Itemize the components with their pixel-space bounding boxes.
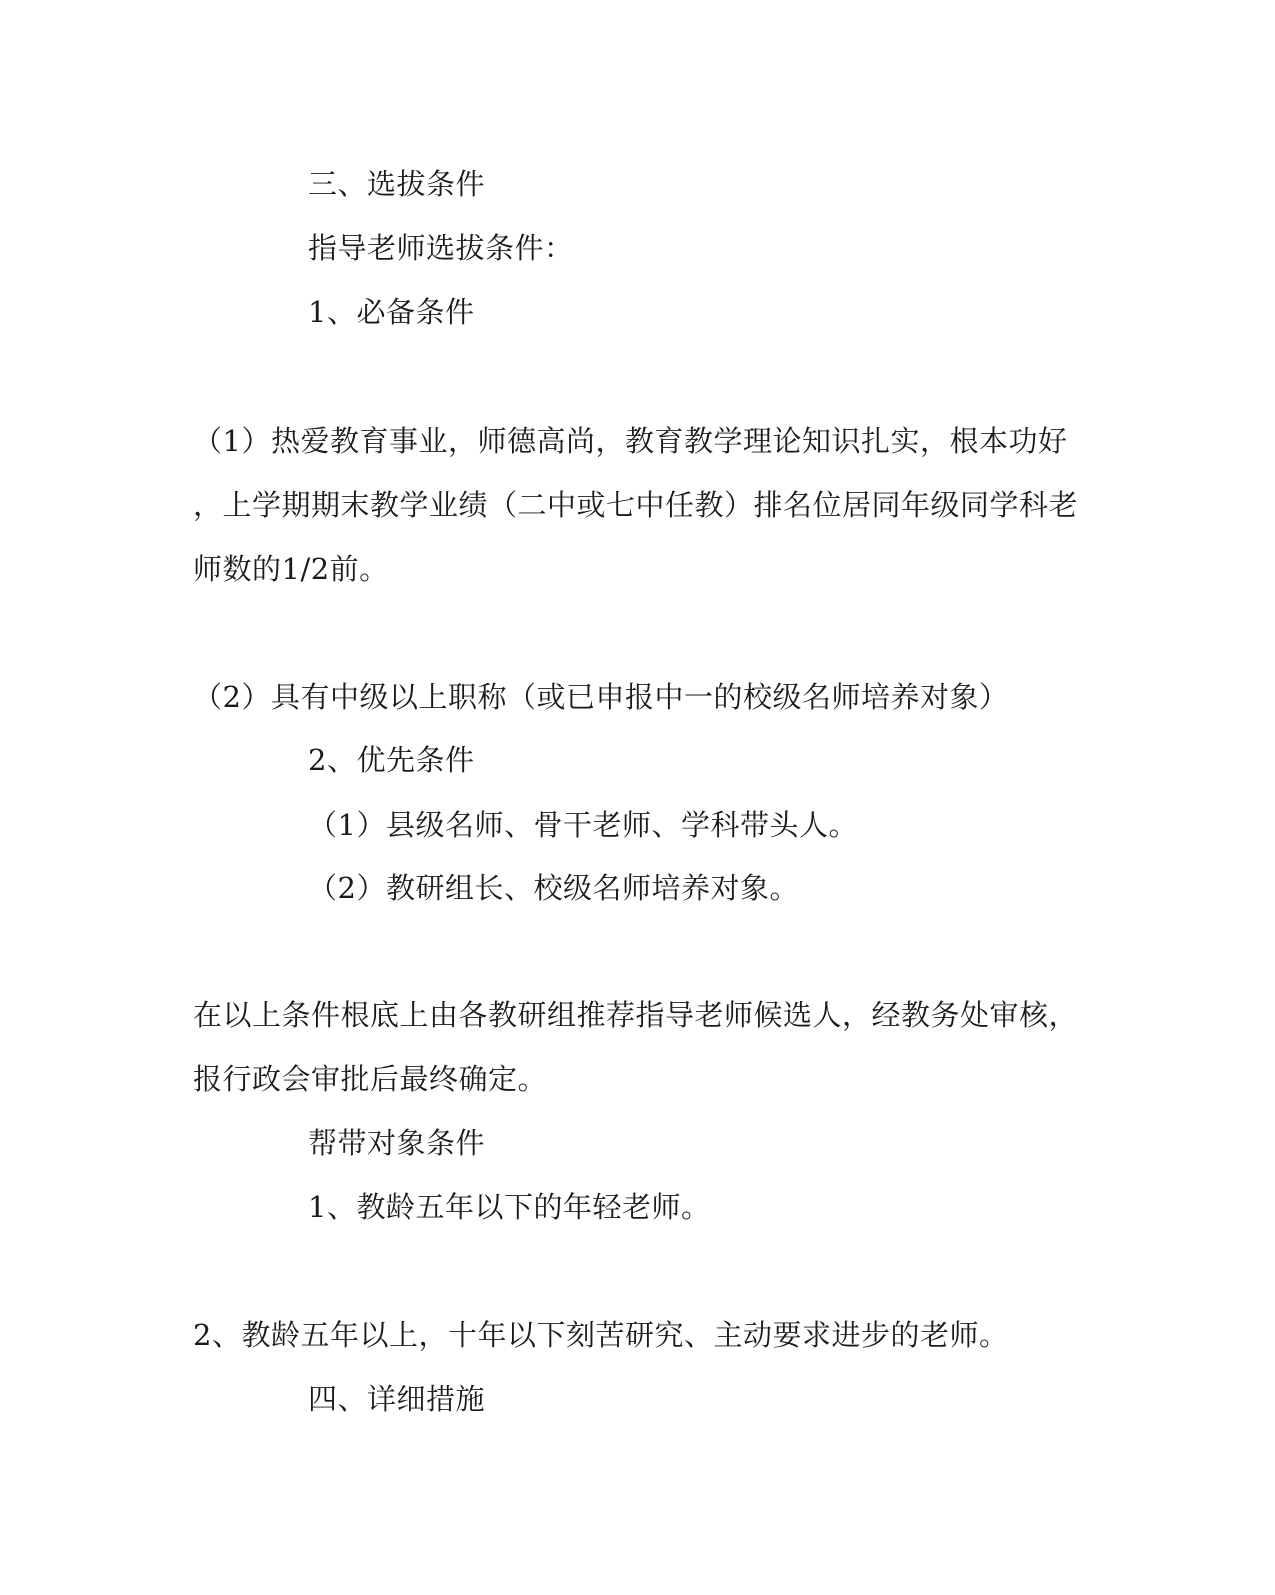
list-item: （2）教研组长、校级名师培养对象。 [308, 871, 799, 905]
paragraph-line: 师数的1/2前。 [193, 552, 389, 586]
paragraph-line: ，上学期期末教学业绩（二中或七中任教）排名位居同年级同学科老 [193, 488, 1079, 522]
paragraph-line: （1）热爱教育事业，师德高尚，教育教学理论知识扎实，根本功好 [193, 424, 1068, 458]
paragraph-line: 报行政会审批后最终确定。 [193, 1062, 548, 1096]
list-item: （1）县级名师、骨干老师、学科带头人。 [308, 808, 858, 842]
paragraph-line: （2）具有中级以上职称（或已申报中一的校级名师培养对象） [193, 680, 1009, 714]
subheading-required-conditions: 1、必备条件 [308, 295, 475, 329]
paragraph-line: 在以上条件根底上由各教研组推荐指导老师候选人，经教务处审核， [193, 998, 1079, 1032]
list-item: 1、教龄五年以下的年轻老师。 [308, 1190, 711, 1224]
list-item: 2、教龄五年以上，十年以下刻苦研究、主动要求进步的老师。 [193, 1318, 1009, 1352]
subheading-mentee-criteria: 帮带对象条件 [308, 1126, 486, 1160]
section-heading-detailed-measures: 四、详细措施 [308, 1382, 486, 1416]
section-heading-selection-criteria: 三、选拔条件 [308, 167, 486, 201]
subheading-mentor-criteria: 指导老师选拔条件： [308, 231, 574, 265]
subheading-preferred-conditions: 2、优先条件 [308, 743, 475, 777]
